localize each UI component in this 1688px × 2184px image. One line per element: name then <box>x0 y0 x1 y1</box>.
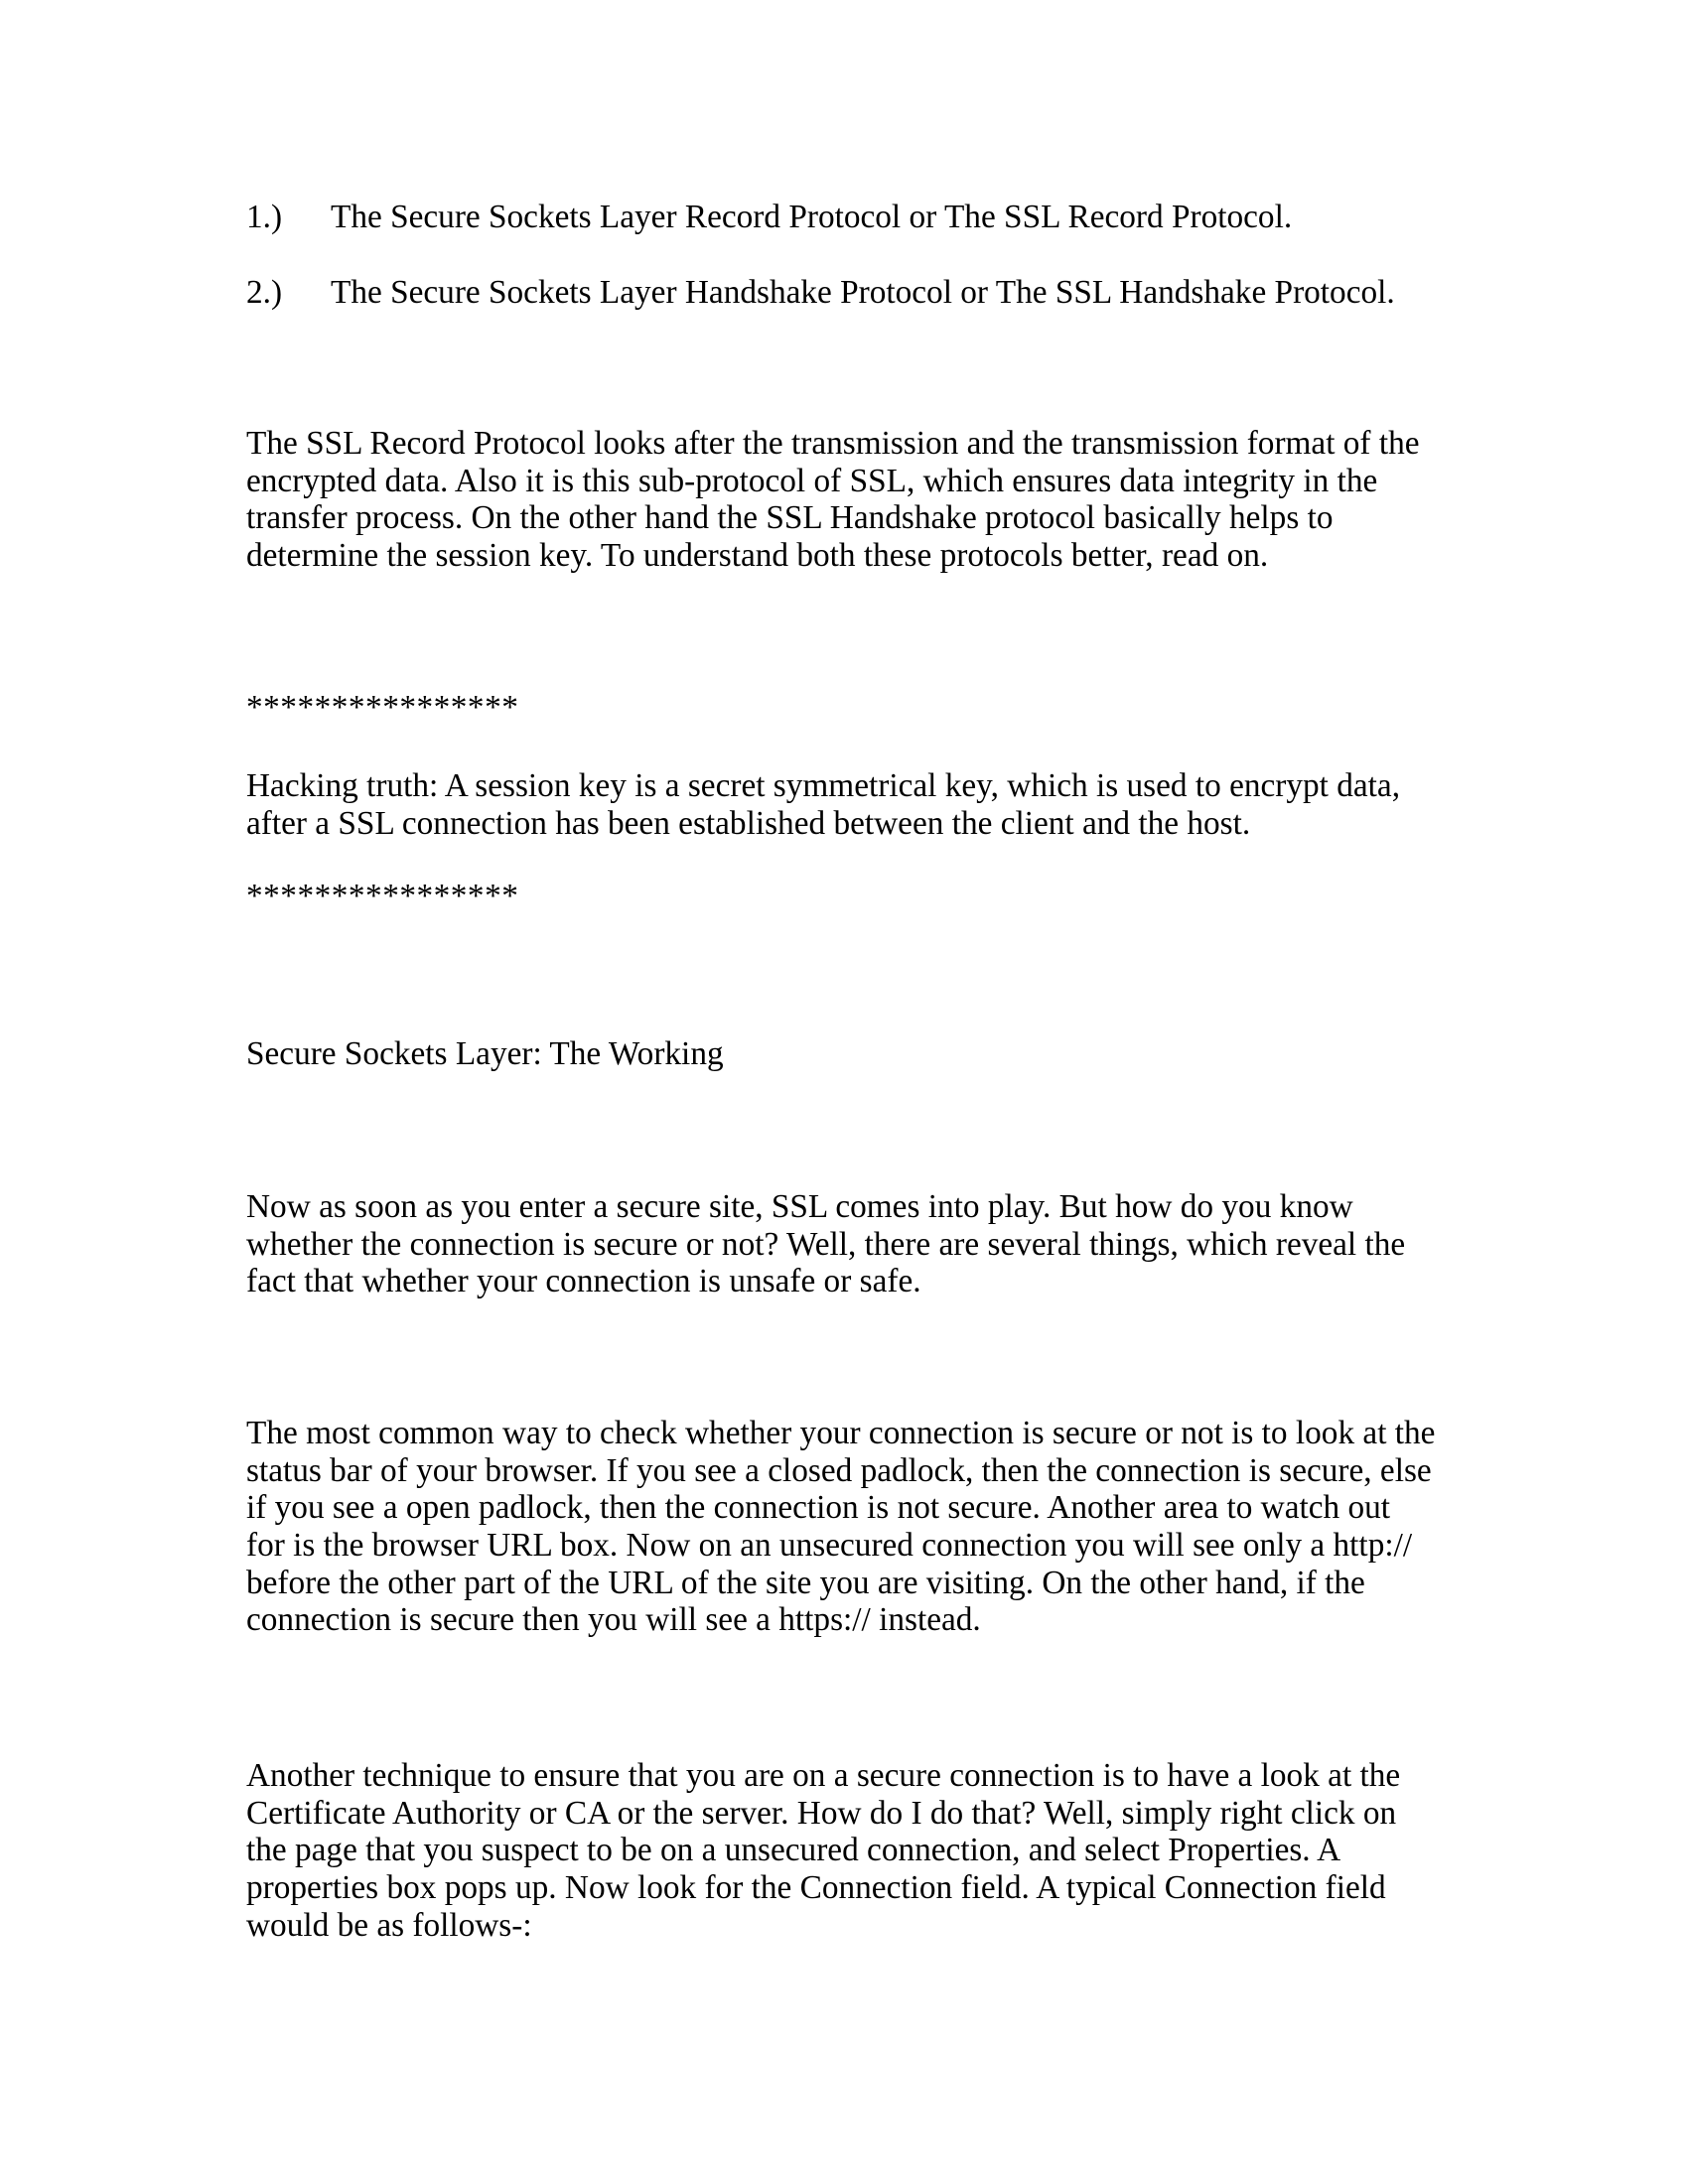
text-line: transfer process. On the other hand the SSL Handshake protocol basically helps to <box>246 499 1334 537</box>
paragraph-secure-site <box>246 1188 1405 1300</box>
list-number: 1.) <box>246 199 283 235</box>
text-line: if you see a open padlock, then the connection is not secure. Another area to watch out <box>246 1489 1391 1527</box>
paragraph-certificate <box>246 1757 1400 1944</box>
separator-top: **************** <box>246 689 519 726</box>
text-line: for is the browser URL box. Now on an unsecured connection you will see only a http:// <box>246 1527 1413 1565</box>
text-line: whether the connection is secure or not? Well, there are several things, which reveal the <box>246 1225 1406 1263</box>
text-line: properties box pops up. Now look for the Connection field. A typical Connection field <box>246 1869 1386 1907</box>
list-text: The Secure Sockets Layer Record Protocol or The SSL Record Protocol. <box>331 199 1293 235</box>
text-line: determine the session key. To understand both these protocols better, read on. <box>246 537 1269 575</box>
text-line: The SSL Record Protocol looks after the transmission and the transmission format of the <box>246 425 1420 462</box>
text-line: encrypted data. Also it is this sub-protocol of SSL, which ensures data integrity in the <box>246 462 1378 499</box>
text-line: would be as follows-: <box>246 1906 532 1944</box>
text-line: before the other part of the URL of the site you are visiting. On the other hand, if the <box>246 1564 1365 1601</box>
section-heading: Secure Sockets Layer: The Working <box>246 1035 724 1072</box>
text-line: The most common way to check whether your connection is secure or not is to look at the <box>246 1415 1436 1451</box>
text-line: Now as soon as you enter a secure site, SSL comes into play. But how do you know <box>246 1188 1353 1225</box>
text-line: Hacking truth: A session key is a secret symmetrical key, which is used to encrypt data, <box>246 767 1401 804</box>
text-line: after a SSL connection has been established between the client and the host. <box>246 804 1251 842</box>
separator-bottom: **************** <box>246 878 519 914</box>
text-line: fact that whether your connection is unsafe or safe. <box>246 1263 921 1300</box>
paragraph-padlock <box>246 1415 1435 1639</box>
text-line: Certificate Authority or CA or the server. How do I do that? Well, simply right click on <box>246 1794 1397 1832</box>
list-number: 2.) <box>246 274 283 311</box>
list-text: The Secure Sockets Layer Handshake Protocol or The SSL Handshake Protocol. <box>331 274 1395 311</box>
text-line: status bar of your browser. If you see a closed padlock, then the connection is secure, else <box>246 1451 1432 1489</box>
text-line: the page that you suspect to be on a unsecured connection, and select Properties. A <box>246 1832 1341 1869</box>
paragraph-record-protocol <box>246 425 1420 575</box>
text-line: Another technique to ensure that you are on a secure connection is to have a look at the <box>246 1757 1401 1794</box>
text-line: connection is secure then you will see a https:// instead. <box>246 1601 981 1639</box>
hacking-truth-note <box>246 767 1400 842</box>
